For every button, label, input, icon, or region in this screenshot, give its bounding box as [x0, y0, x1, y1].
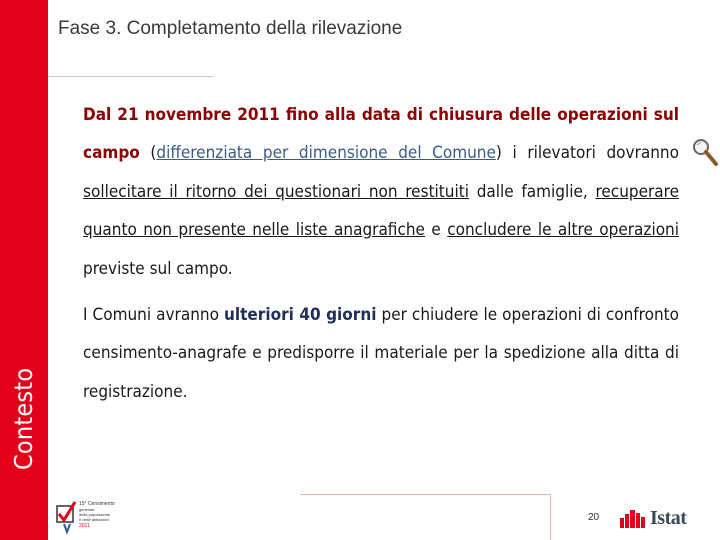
comune-dimension-link[interactable]: differenziata per dimensione del Comune	[156, 143, 496, 164]
footer-vertical-divider	[550, 494, 551, 540]
text-segment: e	[424, 220, 448, 241]
slide-body	[83, 96, 679, 411]
text-segment: I Comuni avranno	[83, 305, 224, 326]
title-divider	[48, 76, 214, 77]
censimento-logo	[55, 492, 115, 536]
istat-bars-icon	[620, 510, 646, 528]
text-segment: dalle famiglie,	[469, 181, 596, 202]
sidebar-label: Contesto	[9, 367, 38, 470]
magnifier-icon[interactable]	[690, 136, 720, 170]
paren-open: (	[139, 143, 157, 164]
paragraph-1	[83, 96, 679, 288]
logo-line-1: 15° Censimento	[79, 501, 115, 507]
slide-title: Fase 3. Completamento della rilevazione	[58, 18, 403, 39]
text-segment: i rilevatori dovranno	[501, 143, 679, 164]
logo-line-4: e delle abitazioni	[79, 517, 109, 522]
highlight-extra-days: ulteriori 40 giorni	[223, 305, 377, 326]
page-number: 20	[588, 512, 600, 523]
underlined-sollecitare: sollecitare il ritorno dei questionari non restituiti	[83, 181, 469, 202]
text-segment: per chiudere le operazioni di confronto censimento-anagrafe e predisporre il materiale per la spedizione alla ditta di registrazione.	[83, 305, 679, 402]
sidebar-band	[0, 0, 48, 540]
paren-close: )	[495, 143, 502, 164]
underlined-recuperare: recuperare quanto non presente nelle liste anagrafiche	[83, 181, 679, 241]
logo-line-2: generale	[79, 507, 95, 512]
text-segment: previste sul campo.	[83, 258, 233, 279]
highlight-date-range: Dal 21 novembre 2011 fino alla data di chiusura delle operazioni sul campo	[83, 105, 679, 164]
logo-line-3: della popolazione	[79, 512, 111, 517]
footer-divider	[300, 494, 550, 495]
paragraph-2	[83, 296, 679, 411]
underlined-concludere: concludere le altre operazioni	[447, 220, 679, 241]
istat-wordmark: Istat	[650, 507, 687, 529]
logo-year: 2011	[79, 523, 90, 529]
